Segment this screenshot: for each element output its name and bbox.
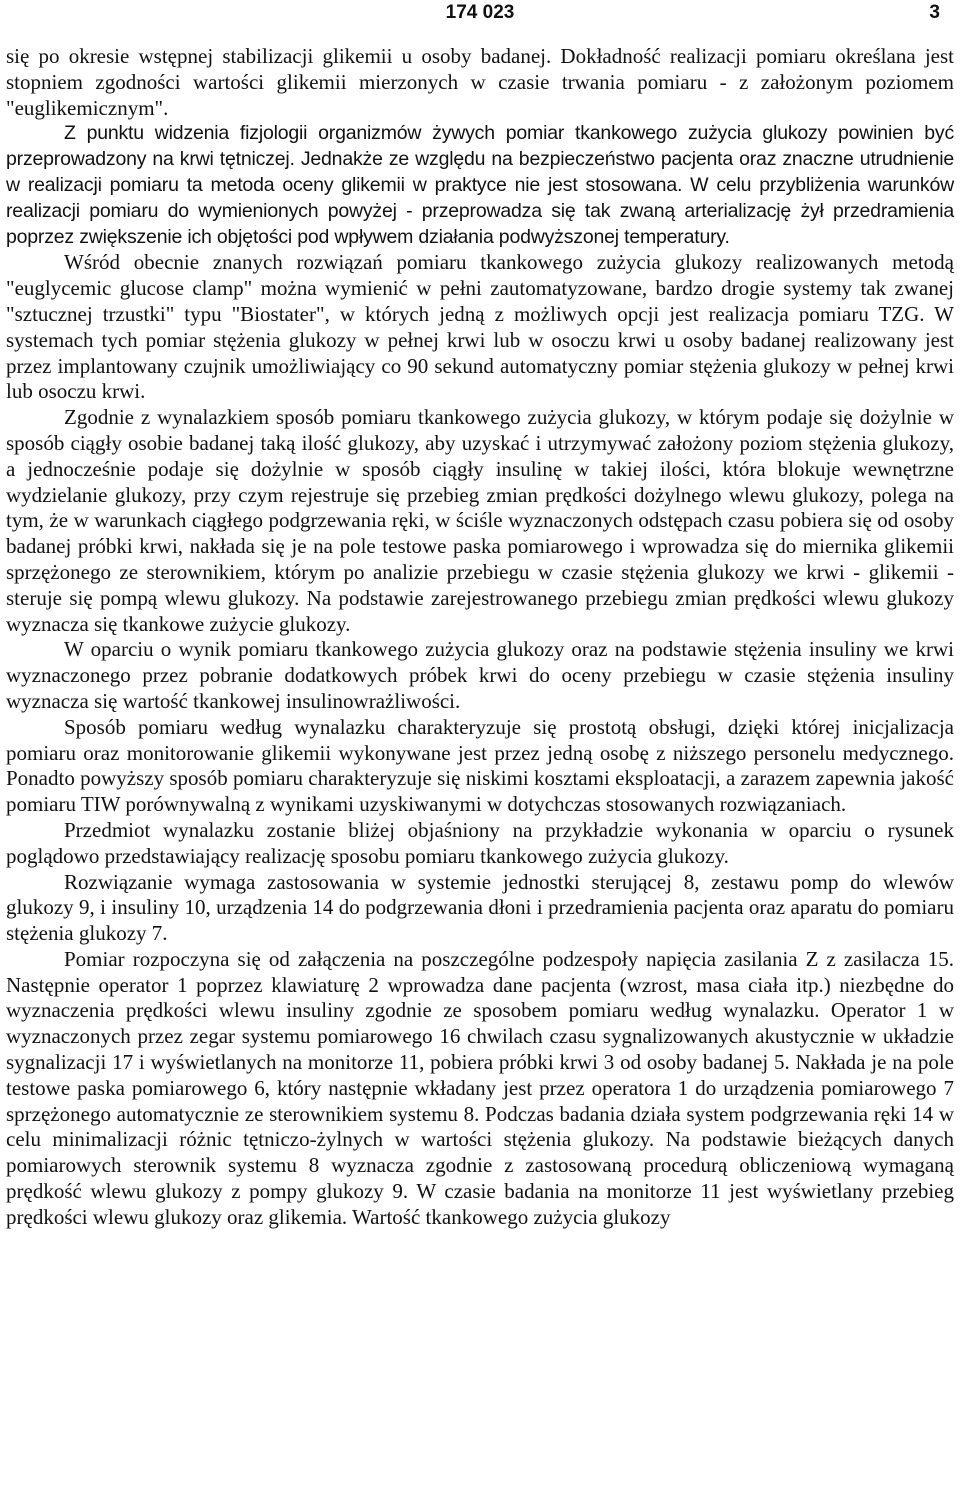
body-text <box>6 44 954 1231</box>
paragraph-8: Rozwiązanie wymaga zastosowania w systemie jednostki sterującej 8, zestawu pomp do wlewów glukozy 9, i insuliny 10, urządzenia 14 do podgrzewania dłoni i przedramienia pacjenta oraz aparatu do pomiaru stężenia glukozy 7. <box>6 869 954 946</box>
paragraph-9: Pomiar rozpoczyna się od załączenia na poszczególne podzespoły napięcia zasilania Z z zasilacza 15. Następnie operator 1 poprzez klawiaturę 2 wprowadza dane pacjenta (wzrost, masa ciała itp.) niezbędne do wyznaczenia prędkości wlewu insuliny zgodnie ze sposobem pomiaru według wynalazku. Operator 1 w wyznaczonych przez zegar systemu pomiarowego 16 chwilach czasu sygnalizowanych akustycznie w układzie sygnalizacji 17 i wyświetlanych na monitorze 11, pobiera próbki krwi 3 od osoby badanej 5. Nakłada je na pole testowe paska pomiarowego 6, który następnie wkładany jest przez operatora 1 do urządzenia pomiarowego 7 sprzężonego automatycznie ze sterownikiem systemu 8. Podczas badania działa system podgrzewania ręki 14 w celu minimalizacji różnic tętniczo-żylnych w wartości stężenia glukozy. Na podstawie bieżących danych pomiarowych sterownik systemu 8 wyznacza zgodnie z zastosowaną procedurą obliczeniową wymaganą prędkość wlewu glukozy z pompy glukozy 9. W czasie badania na monitorze 11 jest wyświetlany przebieg prędkości wlewu glukozy oraz glikemia. Wartość tkankowego zużycia glukozy <box>6 946 954 1229</box>
paragraph-5: W oparciu o wynik pomiaru tkankowego zużycia glukozy oraz na podstawie stężenia insuliny we krwi wyznaczonego przez pobranie dodatkowych próbek krwi do oceny przebiegu w czasie stężenia insuliny wyznacza się wartość tkankowej insulinowrażliwości. <box>6 637 954 713</box>
paragraph-1: się po okresie wstępnej stabilizacji glikemii u osoby badanej. Dokładność realizacji pomiaru określana jest stopniem zgodności wartości glikemii mierzonych w czasie trwania pomiaru - z założonym poziomem "euglikemicznym". <box>6 44 954 120</box>
paragraph-6: Sposób pomiaru według wynalazku charakteryzuje się prostotą obsługi, dzięki której inicjalizacja pomiaru oraz monitorowanie glikemii wykonywane jest przez jedną osobę z niższego personelu medycznego. Ponadto powyższy sposób pomiaru charakteryzuje się niskimi kosztami eksploatacji, a zarazem zapewnia jakość pomiaru TIW porównywalną z wynikami uzyskiwanymi w dotychczas stosowanych rozwiązaniach. <box>6 714 954 817</box>
document-number: 174 023 <box>445 2 515 23</box>
paragraph-4: Zgodnie z wynalazkiem sposób pomiaru tkankowego zużycia glukozy, w którym podaje się dożylnie w sposób ciągły osobie badanej taką ilość glukozy, aby uzyskać i utrzymywać założony poziom stężenia glukozy, a jednocześnie podaje się dożylnie w sposób ciągły insulinę w takiej ilości, która blokuje wewnętrzne wydzielanie glukozy, przy czym rejestruje się przebieg zmian prędkości dożylnego wlewu glukozy, polega na tym, że w warunkach ciągłego podgrzewania ręki, w ściśle wyznaczonych odstępach czasu pobiera się od osoby badanej próbki krwi, nakłada się je na pole testowe paska pomiarowego i wprowadza się do miernika glikemii sprzężonego ze sterownikiem, którym po analizie przebiegu w czasie stężenia glukozy we krwi - glikemii - steruje się pompą wlewu glukozy. Na podstawie zarejestrowanego przebiegu zmian prędkości wlewu glukozy wyznacza się tkankowe zużycie glukozy. <box>6 405 954 636</box>
paragraph-2: Z punktu widzenia fizjologii organizmów żywych pomiar tkankowego zużycia glukozy powinien być przeprowadzony na krwi tętniczej. Jednakże ze względu na bezpieczeństwo pacjenta oraz znaczne utrudnienie w realizacji pomiaru ta metoda oceny glikemii w praktyce nie jest stosowana. W celu przybliżenia warunków realizacji pomiaru do wymienionych powyżej - przeprowadza się tak zwaną arterializację żył przedramienia poprzez zwiększenie ich objętości pod wpływem działania podwyższonej temperatury. <box>6 122 954 248</box>
paragraph-7: Przedmiot wynalazku zostanie bliżej objaśniony na przykładzie wykonania w oparciu o rysunek poglądowo przedstawiający realizację sposobu pomiaru tkankowego zużycia glukozy. <box>6 817 954 868</box>
page-header <box>6 0 954 44</box>
paragraph-3: Wśród obecnie znanych rozwiązań pomiaru tkankowego zużycia glukozy realizowanych metodą "euglycemic glucose clamp" można wymienić w pełni zautomatyzowane, bardzo drogie systemy tak zwanej "sztucznej trzustki" typu "Biostater", w których jedną z możliwych opcji jest realizacja pomiaru TZG. W systemach tych pomiar stężenia glukozy w pełnej krwi lub w osoczu krwi u osoby badanej realizowany jest przez implantowany czujnik umożliwiający co 90 sekund automatyczny pomiar stężenia glukozy w pełnej krwi lub osoczu krwi. <box>6 250 954 404</box>
page-number: 3 <box>929 2 940 23</box>
